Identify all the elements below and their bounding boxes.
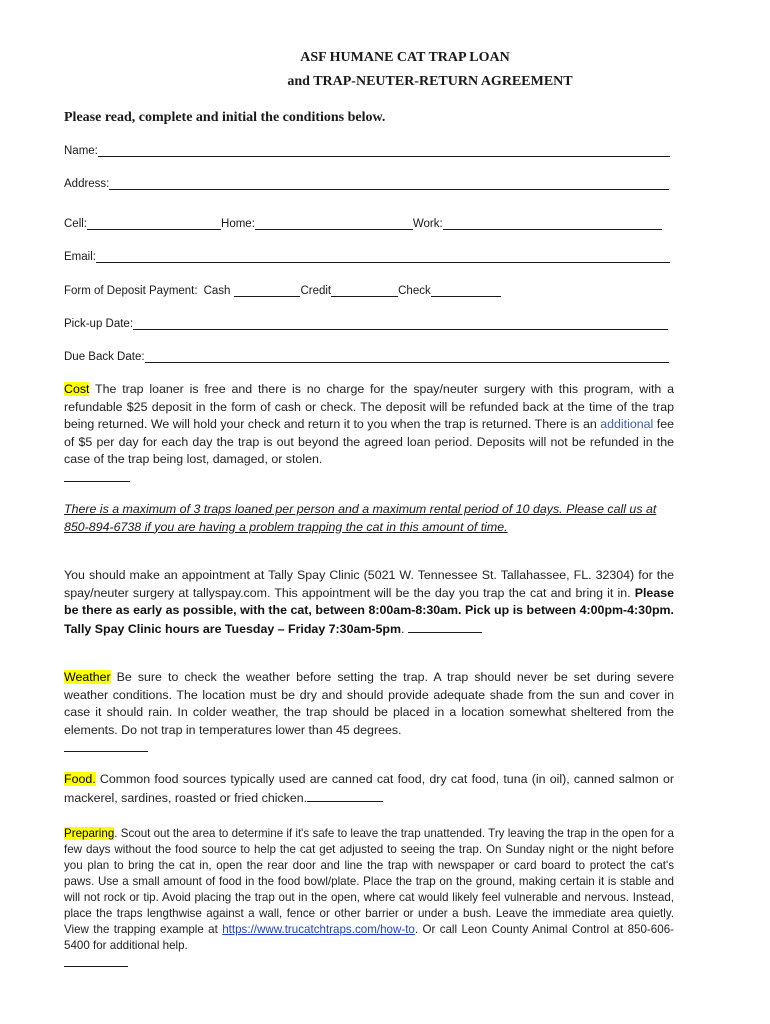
cost-text-1: The trap loaner is free and there is no charge for the spay/neuter surgery with this program, with a refundable $25 deposit in the form of cash or check. The deposit will be refunded back at the time of the trap being returned. We will hold your check and return it to you when the trap is returned. There is an	[64, 382, 674, 432]
cost-initial-line[interactable]	[64, 469, 130, 482]
pickup-input-line[interactable]	[133, 317, 668, 330]
email-field[interactable]	[64, 247, 670, 263]
name-field[interactable]	[64, 141, 670, 157]
address-label: Address:	[64, 178, 110, 190]
credit-label: Credit	[300, 285, 332, 297]
cost-additional-word: additional	[600, 417, 654, 432]
deposit-field	[64, 281, 501, 297]
pickup-date-field[interactable]	[64, 314, 668, 330]
appointment-end: .	[400, 621, 405, 636]
pickup-label: Pick-up Date:	[64, 318, 134, 330]
due-back-date-field[interactable]	[64, 347, 669, 363]
work-input-line[interactable]	[443, 217, 662, 230]
preparing-initial-line[interactable]	[64, 954, 128, 967]
work-label: Work:	[412, 218, 443, 230]
food-section	[64, 771, 674, 807]
appointment-initial-line[interactable]	[408, 620, 482, 633]
appointment-bold-text: Please be there as early as possible, with the cat, between 8:00am-8:30am. Pick up is between 4:00pm-4:30pm. Tally Spay Clinic hours are Tuesday – Friday 7:30am-5pm	[64, 585, 674, 636]
trap-limit-notice: There is a maximum of 3 traps loaned per person and a maximum rental period of 10 days. Please call us at 850-894-6738 if you are having a problem trapping the cat in this amount of time.	[64, 502, 657, 534]
cell-label: Cell:	[64, 218, 88, 230]
document-subtitle: and TRAP-NEUTER-RETURN AGREEMENT	[287, 74, 573, 89]
cost-heading: Cost	[64, 382, 90, 396]
phone-fields	[64, 214, 662, 230]
cost-section	[64, 381, 674, 488]
trapping-example-link[interactable]: https://www.trucatchtraps.com/how-to	[222, 923, 415, 936]
weather-text: Be sure to check the weather before setting the trap. A trap should never be set during severe weather conditions. The location must be dry and should provide adequate shade from the sun and cover in case it should rain. In colder weather, the trap should be placed in a location somewhat sheltered from the elements. Do not trap in temperatures lower than 45 degrees.	[64, 670, 674, 737]
cost-text-2: fee of $5 per day for each day the trap is out beyond the agreed loan period. Deposits will not be refunded in the case of the trap being lost, damaged, or stolen.	[64, 417, 675, 467]
email-label: Email:	[64, 251, 96, 263]
address-input-line[interactable]	[109, 177, 669, 190]
preparing-text: . Scout out the area to determine if it's safe to leave the trap unattended. Try leaving the trap in the open for a few days without the food source to help the cat get adjusted to seeing the trap. On Sunday night or the night before you plan to bring the cat in, open the rear door and line the trap with newspaper or card board to protect the cat's paws. Use a small amount of food in the food bowl/plate. Place the trap on the ground, making certain it is stable and will not rock or tip. Avoid placing the trap out in the open, where cat would likely feel vulnerable and nervous. Instead, place the traps lengthwise against a wall, fence or other barrier or under a bush. Leave the immediate area quietly. View the trapping example at	[64, 827, 674, 936]
deposit-label: Form of Deposit Payment:	[64, 285, 198, 297]
appointment-section	[64, 567, 674, 638]
document-title: ASF HUMANE CAT TRAP LOAN	[300, 50, 510, 65]
dueback-label: Due Back Date:	[64, 351, 145, 363]
check-input-line[interactable]	[431, 284, 501, 297]
address-field[interactable]	[64, 174, 669, 190]
credit-input-line[interactable]	[331, 284, 398, 297]
food-heading: Food.	[64, 772, 96, 786]
dueback-input-line[interactable]	[145, 350, 669, 363]
appointment-text: You should make an appointment at Tally Spay Clinic (5021 W. Tennessee St. Tallahassee, FL. 32304) for the spay/neuter surgery at tallyspay.com. This appointment will be the day you trap the cat and bring it in.	[64, 568, 674, 600]
weather-heading: Weather	[64, 670, 111, 684]
cash-label: Cash	[203, 285, 231, 297]
food-text: Common food sources typically used are canned cat food, dry cat food, tuna (in oil), canned salmon or mackerel, sardines, roasted or fried chicken.	[64, 772, 674, 805]
home-label: Home:	[221, 218, 255, 230]
cell-input-line[interactable]	[87, 217, 221, 230]
cash-input-line[interactable]	[234, 284, 300, 297]
name-label: Name:	[64, 145, 98, 157]
email-input-line[interactable]	[96, 250, 670, 263]
check-label: Check	[398, 285, 431, 297]
preparing-text-after: . Or call Leon County Animal Control at 850-606-5400 for additional help.	[64, 923, 675, 952]
preparing-section	[64, 826, 674, 972]
preparing-heading: Preparing	[64, 827, 115, 840]
food-initial-line[interactable]	[307, 789, 383, 802]
home-input-line[interactable]	[255, 217, 413, 230]
weather-section	[64, 669, 674, 758]
weather-initial-line[interactable]	[64, 739, 148, 752]
instructions: Please read, complete and initial the conditions below.	[64, 110, 386, 125]
name-input-line[interactable]	[98, 144, 670, 157]
